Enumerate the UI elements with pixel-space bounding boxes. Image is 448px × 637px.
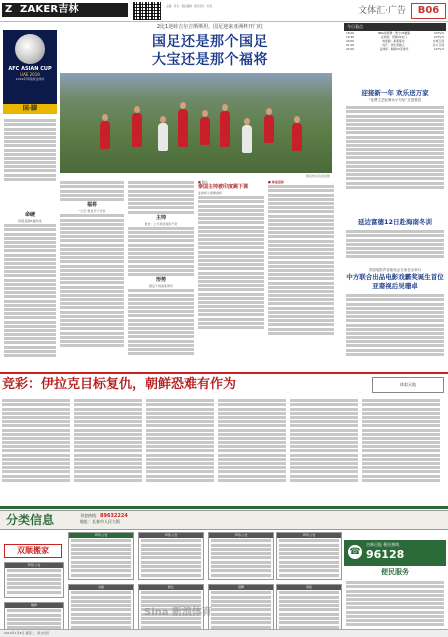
player-figure: [100, 121, 110, 149]
classified-title[interactable]: 分类信息: [6, 513, 55, 527]
tv-ch: CCTV-5: [433, 47, 444, 51]
main-kicker: 2比1逆转吉尔吉斯斯坦，国足迎来亚洲杯开门红: [156, 24, 264, 30]
service-list: [346, 580, 444, 634]
tv-time: 19:30: [346, 35, 355, 39]
classified-box[interactable]: [276, 584, 342, 634]
tv-time: 20:00: [346, 39, 355, 43]
tv-show: 综艺：欢乐喜剧人: [382, 43, 405, 47]
right-headline-2[interactable]: 延边富德12日赴海南冬训: [357, 218, 433, 226]
hotline-address: 地址：长春市人民大街: [80, 519, 120, 524]
qr-code-icon[interactable]: [133, 2, 161, 20]
tv-ch: 吉林卫视: [432, 39, 444, 43]
page-code: B06: [411, 3, 446, 19]
section-name: 文体汇·广告: [358, 6, 406, 16]
xingshi-sub: 国足下场战菲律宾: [148, 284, 173, 289]
classified-box-header: 声明·公告: [5, 563, 63, 568]
tv-time: 22:00: [346, 47, 355, 51]
tv-show: 电视剧：甜蜜暴击: [382, 39, 405, 43]
zhushuai-sub: 里皮：上半场表现并不好: [144, 221, 178, 226]
page-footer: 2019年1月8日 星期二 · 新文化报: [0, 629, 448, 637]
left-fate-article: [4, 212, 56, 368]
tv-time: 18:00: [346, 31, 355, 35]
article-col-1: [60, 180, 124, 370]
classified-box-header: 转让: [139, 585, 203, 590]
hotline-number: 89632224: [100, 513, 128, 519]
classified-box[interactable]: [68, 532, 134, 580]
classified-box[interactable]: [276, 532, 342, 580]
service-title: 便民服务: [381, 568, 409, 576]
classified-hotline[interactable]: [80, 513, 170, 525]
article-col-2: [128, 180, 194, 370]
moving-company-ad[interactable]: 双顺搬家: [4, 544, 62, 558]
classified-box-header: 声明·公告: [69, 533, 133, 538]
player-figure: [200, 117, 210, 145]
brand-z-mark: Z: [5, 4, 13, 15]
hotline-label: 刊登热线：: [80, 513, 100, 518]
right-headline-1[interactable]: 迎接新一年 欢乐送万家: [361, 89, 429, 97]
service-hotline-box[interactable]: [344, 540, 446, 566]
afc-title: AFC ASIAN CUP: [8, 66, 52, 72]
right-kicker-3: 首届电影声音座谈会日前在京举行: [368, 268, 422, 272]
tv-time: 21:00: [346, 43, 355, 47]
player-figure: [220, 111, 230, 147]
team-celebration-photo[interactable]: [60, 73, 332, 173]
tv-schedule-rows: [344, 31, 446, 51]
classified-box-header: 声明·公告: [139, 533, 203, 538]
tv-schedule-row: [344, 47, 446, 51]
section-divider: [0, 372, 448, 374]
classified-box-header: 声明·公告: [277, 533, 341, 538]
right-subhead-1: “花费文艺轻骑兵小分队”走进基层: [368, 98, 422, 102]
thai-kicker: ■ 相关: [198, 180, 208, 184]
lottery-article-body: [2, 398, 446, 504]
classified-box[interactable]: [208, 532, 274, 580]
sina-sports-watermark: Sina 新浪体育: [144, 607, 212, 618]
player-figure: [158, 123, 168, 151]
classified-top-rule: [0, 506, 448, 509]
thai-title[interactable]: 泰国主帅被印度踢下课: [198, 184, 249, 190]
player-figure: [132, 113, 142, 147]
classified-box[interactable]: [4, 562, 64, 598]
classified-box-header: 出租: [69, 585, 133, 590]
photo-caption: 国足球员庆祝进球: [305, 174, 330, 178]
tv-ch: 东方卫视: [432, 43, 444, 47]
football-icon: [15, 34, 45, 64]
classified-box-header: 招聘: [209, 585, 273, 590]
classified-box-header: 声明·公告: [209, 533, 273, 538]
player-figure: [242, 125, 252, 153]
classified-box-header: 维修: [5, 603, 63, 608]
article-col-3: [198, 180, 264, 370]
guojiao-badge: 国·脚: [3, 104, 57, 114]
classified-box[interactable]: [138, 532, 204, 580]
tv-show: 亚洲杯：韩国VS菲律宾: [379, 47, 409, 51]
lottery-headline[interactable]: 竞彩：伊拉克目标复仇，朝鲜恐难有作为: [2, 377, 237, 392]
afc-sub: UAE 2019: [20, 72, 40, 77]
tv-ch: CCTV-5: [433, 31, 444, 35]
fate-sub: 国足连续5届出线: [18, 219, 42, 223]
player-figure: [178, 109, 188, 147]
tv-show: 亚洲杯：伊朗VS也门: [380, 35, 407, 39]
main-headline-1[interactable]: 国足还是那个国足: [152, 34, 268, 50]
tv-schedule-box: [344, 23, 446, 87]
service-label: 吉林日报 便民热线: [366, 542, 400, 547]
brand-name: ZAKER吉林: [20, 4, 79, 15]
service-number: 96128: [366, 548, 405, 561]
header-editor-line: 主编：李冬 · 责任编辑 · 版式设计 · 校对: [166, 5, 213, 8]
fans-section-title: ■ 球迷看球: [268, 180, 284, 184]
afc-asian-cup-logo: [3, 30, 57, 104]
classified-box-header: 家政: [277, 585, 341, 590]
article-col-4: [268, 180, 334, 370]
tv-show: NBA常规赛：勇士VS雄鹿: [377, 31, 410, 35]
tv-schedule-header: 今日看点: [344, 23, 446, 31]
player-figure: [264, 115, 274, 143]
thai-sub: 亚洲杯小组赛首轮: [198, 191, 223, 195]
right-article-1: [346, 105, 444, 215]
lottery-logo: 体彩天地: [372, 377, 444, 393]
fujiang-sub: “大宝”里皮手下当家: [78, 209, 106, 214]
brand-logo[interactable]: [2, 3, 128, 17]
xingshi-title: 形势: [155, 277, 166, 284]
player-figure: [292, 123, 302, 151]
right-headline-3[interactable]: 中方联合出品电影戏霸奖诞生首位亚裔视后吴珊卓: [346, 273, 444, 290]
fate-title: 命硬: [24, 212, 35, 218]
afc-note: 2019年阿联酋亚洲杯: [15, 77, 45, 81]
phone-icon: ☎: [349, 547, 361, 557]
right-article-3: [346, 293, 444, 373]
right-article-2: [346, 229, 444, 265]
tv-ch: CCTV-5: [433, 35, 444, 39]
fujiang-title: 福将: [86, 202, 97, 209]
main-headline-2[interactable]: 大宝还是那个福将: [152, 52, 268, 68]
zhushuai-title: 主帅: [155, 214, 166, 221]
